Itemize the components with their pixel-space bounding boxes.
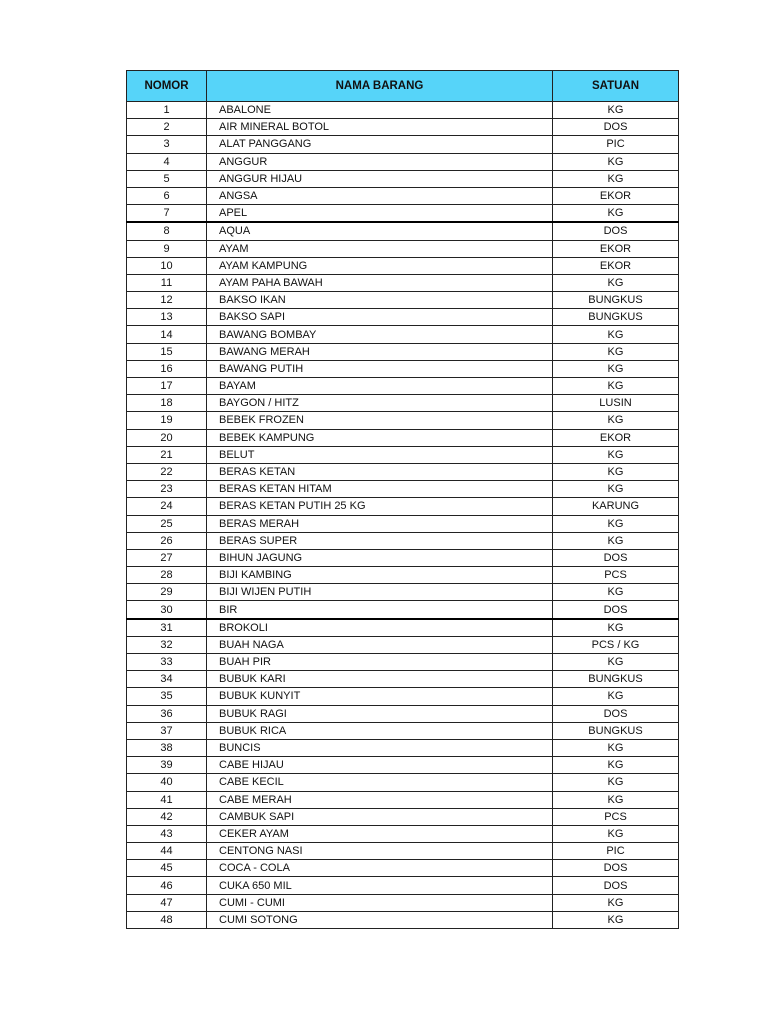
table-row — [127, 808, 679, 825]
header-nomor: NOMOR — [127, 71, 207, 102]
item-name: BUBUK RAGI — [207, 705, 553, 722]
item-unit: KG — [553, 619, 679, 637]
table-row — [127, 360, 679, 377]
table-row — [127, 654, 679, 671]
row-number: 16 — [127, 360, 207, 377]
table-row — [127, 791, 679, 808]
item-unit: KG — [553, 326, 679, 343]
table-row — [127, 240, 679, 257]
item-name: CABE MERAH — [207, 791, 553, 808]
item-name: BEBEK KAMPUNG — [207, 429, 553, 446]
row-number: 28 — [127, 567, 207, 584]
item-name: COCA - COLA — [207, 860, 553, 877]
item-unit: DOS — [553, 705, 679, 722]
item-unit: KARUNG — [553, 498, 679, 515]
table-row — [127, 222, 679, 240]
item-unit: DOS — [553, 119, 679, 136]
item-name: BELUT — [207, 446, 553, 463]
item-unit: PCS / KG — [553, 636, 679, 653]
row-number: 22 — [127, 463, 207, 480]
item-name: BAWANG PUTIH — [207, 360, 553, 377]
item-name: BERAS KETAN — [207, 463, 553, 480]
table-row — [127, 481, 679, 498]
item-name: BAKSO SAPI — [207, 309, 553, 326]
row-number: 24 — [127, 498, 207, 515]
item-unit: PCS — [553, 567, 679, 584]
row-number: 9 — [127, 240, 207, 257]
item-unit: EKOR — [553, 257, 679, 274]
row-number: 46 — [127, 877, 207, 894]
item-unit: KG — [553, 739, 679, 756]
item-name: BERAS SUPER — [207, 532, 553, 549]
row-number: 10 — [127, 257, 207, 274]
row-number: 32 — [127, 636, 207, 653]
item-unit: BUNGKUS — [553, 292, 679, 309]
item-unit: DOS — [553, 222, 679, 240]
item-name: BUBUK RICA — [207, 722, 553, 739]
item-name: BERAS MERAH — [207, 515, 553, 532]
item-name: BIJI KAMBING — [207, 567, 553, 584]
header-nama-barang: NAMA BARANG — [207, 71, 553, 102]
item-unit: KG — [553, 791, 679, 808]
table-row — [127, 395, 679, 412]
row-number: 14 — [127, 326, 207, 343]
item-unit: PIC — [553, 843, 679, 860]
item-name: ABALONE — [207, 102, 553, 119]
item-unit: BUNGKUS — [553, 309, 679, 326]
item-name: AIR MINERAL BOTOL — [207, 119, 553, 136]
row-number: 42 — [127, 808, 207, 825]
item-unit: KG — [553, 274, 679, 291]
item-unit: BUNGKUS — [553, 722, 679, 739]
item-unit: KG — [553, 757, 679, 774]
row-number: 13 — [127, 309, 207, 326]
table-row — [127, 119, 679, 136]
row-number: 2 — [127, 119, 207, 136]
item-name: CEKER AYAM — [207, 825, 553, 842]
row-number: 31 — [127, 619, 207, 637]
row-number: 48 — [127, 911, 207, 928]
row-number: 7 — [127, 205, 207, 223]
table-row — [127, 429, 679, 446]
table-row — [127, 911, 679, 928]
item-name: BROKOLI — [207, 619, 553, 637]
item-name: ANGSA — [207, 187, 553, 204]
item-name: BAYGON / HITZ — [207, 395, 553, 412]
item-name: ALAT PANGGANG — [207, 136, 553, 153]
table-row — [127, 292, 679, 309]
item-name: BAWANG MERAH — [207, 343, 553, 360]
table-row — [127, 877, 679, 894]
item-name: BUBUK KUNYIT — [207, 688, 553, 705]
table-row — [127, 549, 679, 566]
table-row — [127, 722, 679, 739]
item-name: CUMI - CUMI — [207, 894, 553, 911]
table-row — [127, 326, 679, 343]
item-name: AYAM — [207, 240, 553, 257]
row-number: 30 — [127, 601, 207, 619]
item-unit: KG — [553, 343, 679, 360]
item-name: CUMI SOTONG — [207, 911, 553, 928]
item-name: BAWANG BOMBAY — [207, 326, 553, 343]
row-number: 47 — [127, 894, 207, 911]
row-number: 43 — [127, 825, 207, 842]
table-row — [127, 257, 679, 274]
item-unit: KG — [553, 463, 679, 480]
row-number: 36 — [127, 705, 207, 722]
table-row — [127, 757, 679, 774]
item-unit: BUNGKUS — [553, 671, 679, 688]
item-unit: KG — [553, 481, 679, 498]
item-unit: DOS — [553, 549, 679, 566]
table-row — [127, 446, 679, 463]
item-unit: KG — [553, 446, 679, 463]
row-number: 37 — [127, 722, 207, 739]
table-row — [127, 136, 679, 153]
table-row — [127, 705, 679, 722]
row-number: 3 — [127, 136, 207, 153]
item-unit: KG — [553, 911, 679, 928]
item-unit: EKOR — [553, 187, 679, 204]
table-row — [127, 739, 679, 756]
item-name: APEL — [207, 205, 553, 223]
item-unit: KG — [553, 205, 679, 223]
item-name: BUBUK KARI — [207, 671, 553, 688]
table-row — [127, 843, 679, 860]
row-number: 17 — [127, 378, 207, 395]
table-row — [127, 412, 679, 429]
item-name: BERAS KETAN PUTIH 25 KG — [207, 498, 553, 515]
item-unit: KG — [553, 378, 679, 395]
row-number: 39 — [127, 757, 207, 774]
item-table-container — [126, 70, 678, 929]
item-unit: KG — [553, 170, 679, 187]
item-name: BUAH PIR — [207, 654, 553, 671]
table-row — [127, 102, 679, 119]
table-row — [127, 532, 679, 549]
table-row — [127, 894, 679, 911]
item-name: BUNCIS — [207, 739, 553, 756]
table-header-row — [127, 71, 679, 102]
table-row — [127, 463, 679, 480]
item-name: CENTONG NASI — [207, 843, 553, 860]
row-number: 23 — [127, 481, 207, 498]
row-number: 5 — [127, 170, 207, 187]
header-satuan: SATUAN — [553, 71, 679, 102]
row-number: 27 — [127, 549, 207, 566]
item-name: CAMBUK SAPI — [207, 808, 553, 825]
item-unit: KG — [553, 654, 679, 671]
item-unit: PIC — [553, 136, 679, 153]
item-unit: KG — [553, 688, 679, 705]
row-number: 34 — [127, 671, 207, 688]
table-row — [127, 825, 679, 842]
item-unit: KG — [553, 584, 679, 601]
item-unit: EKOR — [553, 429, 679, 446]
table-row — [127, 584, 679, 601]
item-name: BAKSO IKAN — [207, 292, 553, 309]
item-name: BEBEK FROZEN — [207, 412, 553, 429]
item-unit: KG — [553, 102, 679, 119]
item-unit: DOS — [553, 877, 679, 894]
row-number: 1 — [127, 102, 207, 119]
table-row — [127, 567, 679, 584]
row-number: 26 — [127, 532, 207, 549]
row-number: 33 — [127, 654, 207, 671]
table-row — [127, 860, 679, 877]
table-row — [127, 671, 679, 688]
table-row — [127, 498, 679, 515]
table-row — [127, 619, 679, 637]
row-number: 25 — [127, 515, 207, 532]
item-name: BAYAM — [207, 378, 553, 395]
table-row — [127, 170, 679, 187]
item-unit: DOS — [553, 601, 679, 619]
item-name: BUAH NAGA — [207, 636, 553, 653]
row-number: 45 — [127, 860, 207, 877]
item-name: BIR — [207, 601, 553, 619]
row-number: 15 — [127, 343, 207, 360]
item-unit: KG — [553, 774, 679, 791]
item-unit: LUSIN — [553, 395, 679, 412]
row-number: 35 — [127, 688, 207, 705]
item-name: CUKA 650 MIL — [207, 877, 553, 894]
item-unit: KG — [553, 825, 679, 842]
table-row — [127, 309, 679, 326]
item-unit: KG — [553, 412, 679, 429]
item-name: ANGGUR HIJAU — [207, 170, 553, 187]
item-unit: DOS — [553, 860, 679, 877]
item-table — [126, 70, 679, 929]
item-unit: KG — [553, 153, 679, 170]
table-row — [127, 636, 679, 653]
table-row — [127, 378, 679, 395]
row-number: 4 — [127, 153, 207, 170]
item-unit: KG — [553, 894, 679, 911]
table-row — [127, 153, 679, 170]
table-row — [127, 688, 679, 705]
table-row — [127, 187, 679, 204]
table-row — [127, 274, 679, 291]
item-unit: PCS — [553, 808, 679, 825]
table-row — [127, 774, 679, 791]
table-row — [127, 601, 679, 619]
item-name: CABE HIJAU — [207, 757, 553, 774]
table-row — [127, 205, 679, 223]
item-name: AYAM PAHA BAWAH — [207, 274, 553, 291]
row-number: 21 — [127, 446, 207, 463]
row-number: 29 — [127, 584, 207, 601]
item-unit: KG — [553, 515, 679, 532]
item-name: CABE KECIL — [207, 774, 553, 791]
item-unit: EKOR — [553, 240, 679, 257]
row-number: 8 — [127, 222, 207, 240]
row-number: 11 — [127, 274, 207, 291]
row-number: 41 — [127, 791, 207, 808]
table-row — [127, 515, 679, 532]
row-number: 18 — [127, 395, 207, 412]
item-unit: KG — [553, 532, 679, 549]
row-number: 20 — [127, 429, 207, 446]
item-unit: KG — [553, 360, 679, 377]
row-number: 40 — [127, 774, 207, 791]
row-number: 44 — [127, 843, 207, 860]
item-name: AYAM KAMPUNG — [207, 257, 553, 274]
row-number: 6 — [127, 187, 207, 204]
row-number: 19 — [127, 412, 207, 429]
item-name: AQUA — [207, 222, 553, 240]
item-name: BIJI WIJEN PUTIH — [207, 584, 553, 601]
table-row — [127, 343, 679, 360]
item-name: BIHUN JAGUNG — [207, 549, 553, 566]
item-name: ANGGUR — [207, 153, 553, 170]
item-name: BERAS KETAN HITAM — [207, 481, 553, 498]
row-number: 38 — [127, 739, 207, 756]
row-number: 12 — [127, 292, 207, 309]
